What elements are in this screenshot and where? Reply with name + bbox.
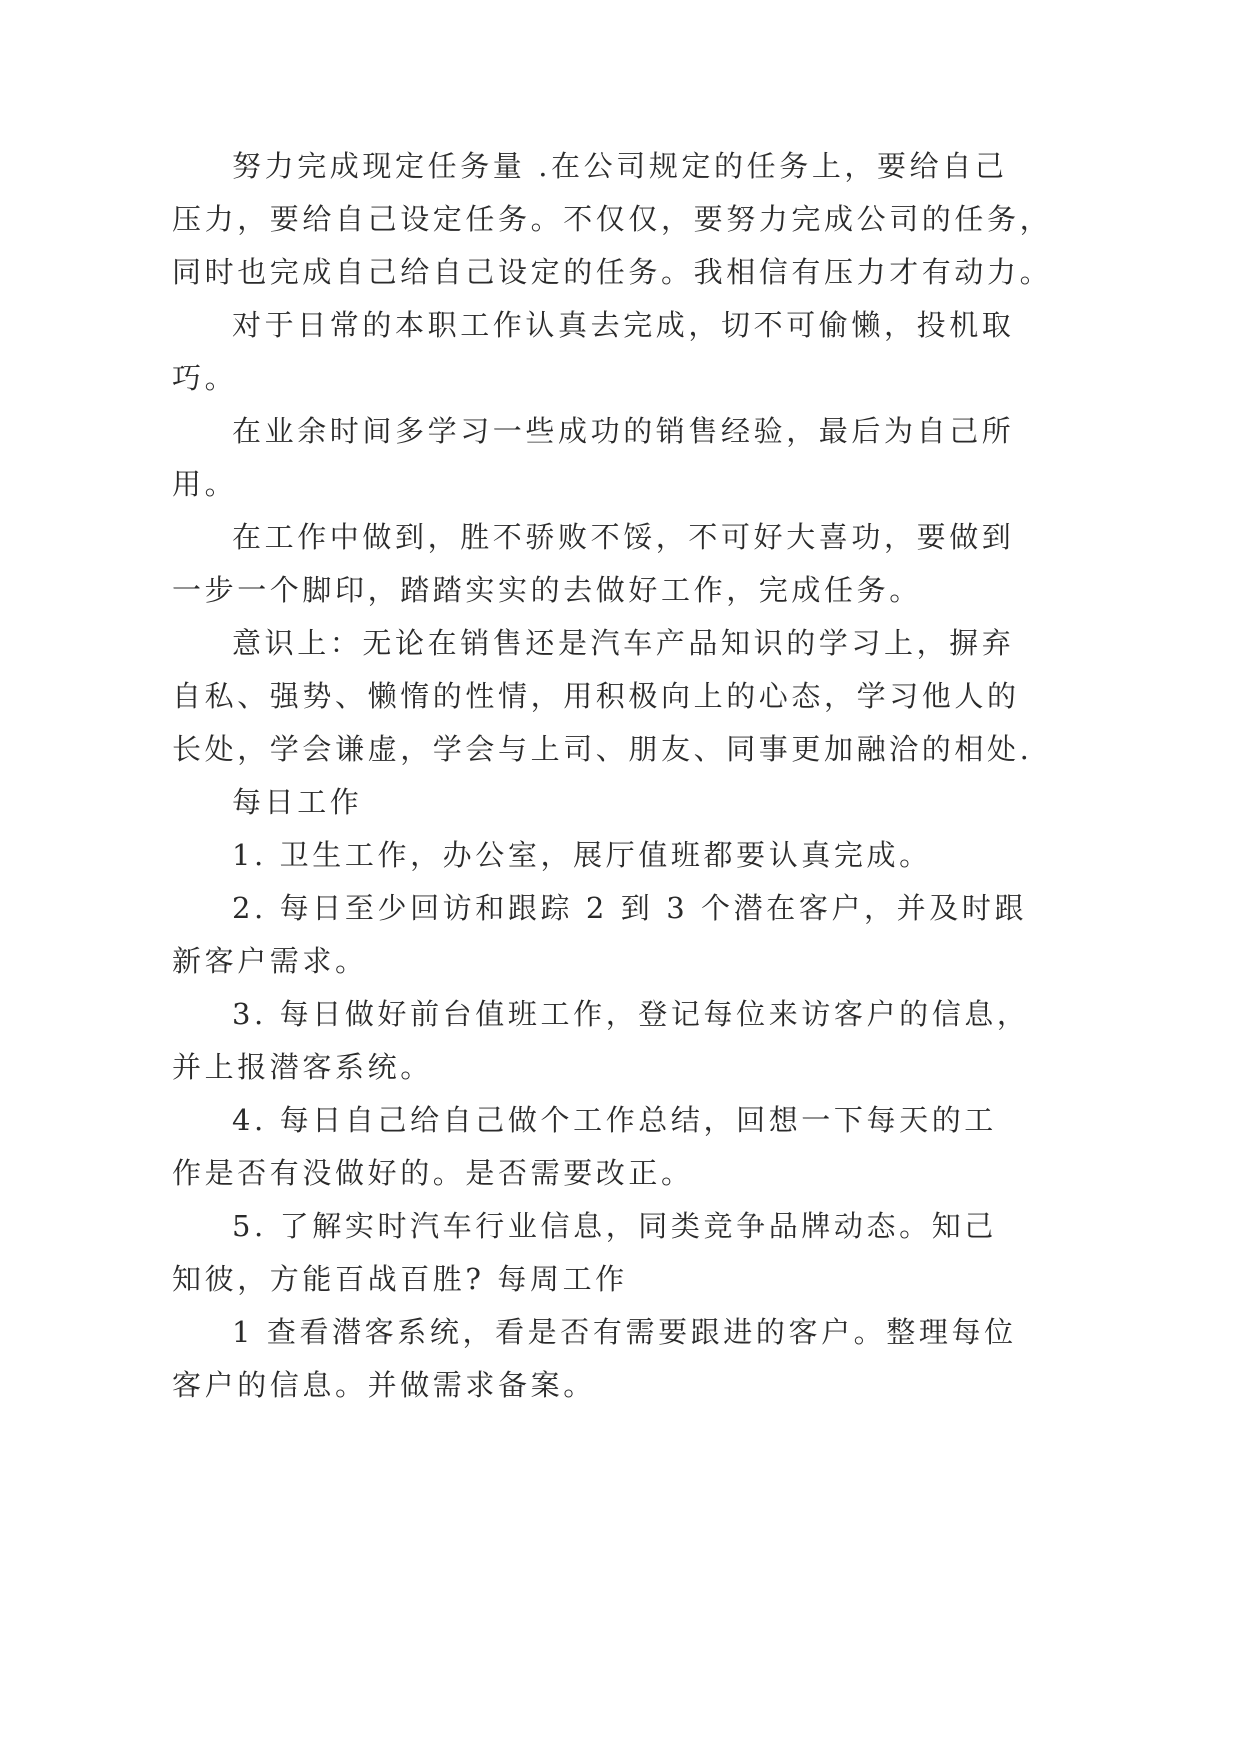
text-line: 努力完成现定任务量 .在公司规定的任务上，要给自己: [232, 149, 1008, 183]
text-line: 在工作中做到，胜不骄败不馁，不可好大喜功，要做到: [232, 520, 1015, 554]
list-item: 4. 每日自己给自己做个工作总结，回想一下每天的工: [232, 1103, 997, 1137]
text-line: 意识上：无论在销售还是汽车产品知识的学习上，摒弃: [232, 626, 1015, 660]
text-line: 对于日常的本职工作认真去完成，切不可偷懒，投机取: [232, 308, 1015, 342]
text-line: 巧。: [172, 361, 238, 395]
list-item: 1. 卫生工作，办公室，展厅值班都要认真完成。: [232, 838, 932, 872]
text-line: 在业余时间多学习一些成功的销售经验，最后为自己所: [232, 414, 1015, 448]
list-item-continuation: 作是否有没做好的。是否需要改正。: [172, 1156, 694, 1190]
list-item-continuation: 客户的信息。并做需求备案。: [172, 1368, 596, 1402]
section-heading: 每日工作: [232, 785, 363, 819]
list-item-continuation: 知彼，方能百战百胜? 每周工作: [172, 1262, 628, 1296]
text-line: 用。: [172, 467, 238, 501]
text-line: 同时也完成自己给自己设定的任务。我相信有压力才有动力。: [172, 255, 1053, 289]
list-item-continuation: 新客户需求。: [172, 944, 368, 978]
text-line: 一步一个脚印，踏踏实实的去做好工作，完成任务。: [172, 573, 922, 607]
text-line: 压力，要给自己设定任务。不仅仅，要努力完成公司的任务，: [172, 202, 1053, 236]
text-line: 自私、强势、懒惰的性情，用积极向上的心态，学习他人的: [172, 679, 1020, 713]
list-item: 3. 每日做好前台值班工作，登记每位来访客户的信息，: [232, 997, 1030, 1031]
list-item: 1 查看潜客系统，看是否有需要跟进的客户。整理每位: [232, 1315, 1017, 1349]
list-item: 5. 了解实时汽车行业信息，同类竞争品牌动态。知己: [232, 1209, 997, 1243]
text-line: 长处，学会谦虚，学会与上司、朋友、同事更加融洽的相处.: [172, 732, 1033, 766]
list-item: 2. 每日至少回访和跟踪 2 到 3 个潜在客户，并及时跟: [232, 891, 1028, 925]
list-item-continuation: 并上报潜客系统。: [172, 1050, 433, 1084]
